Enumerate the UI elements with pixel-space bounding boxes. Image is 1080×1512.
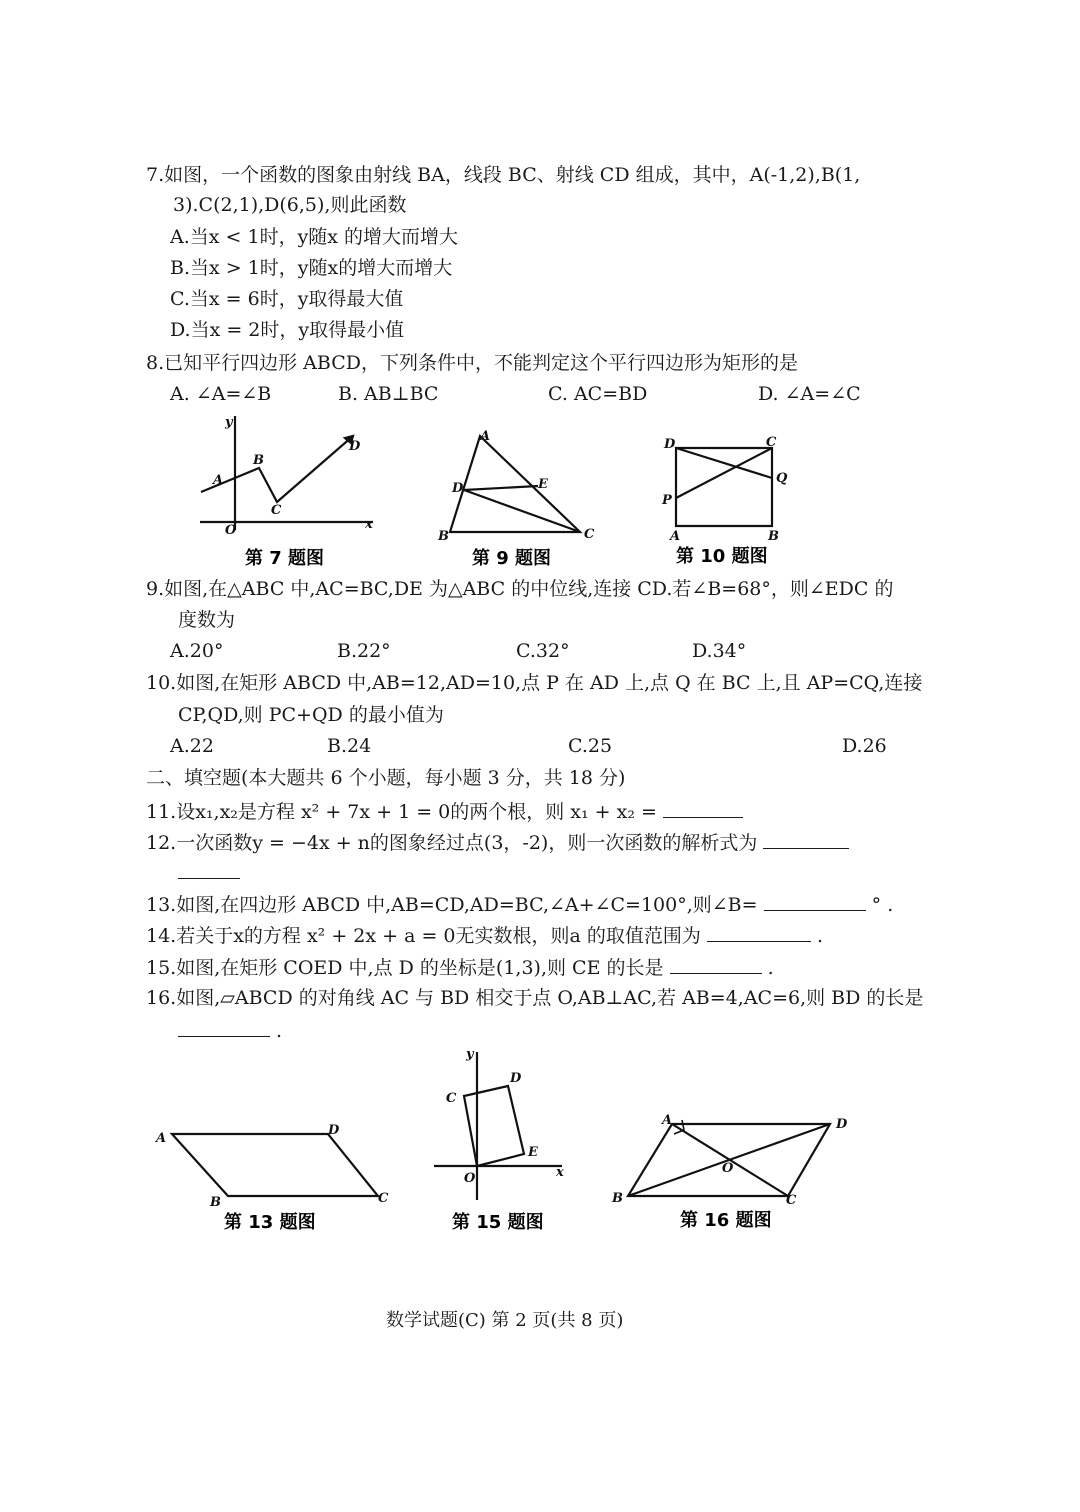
fig9-midline-de <box>464 486 538 490</box>
q16-tail: . <box>276 1020 283 1042</box>
q8-option-c: C. AC=BD <box>548 383 648 405</box>
fig16-label-c: C <box>786 1193 797 1208</box>
fig9-triangle <box>450 436 580 532</box>
q8-stem: 8.已知平行四边形 ABCD，下列条件中，不能判定这个平行四边形为矩形的是 <box>146 352 798 374</box>
fig9-segment-dc <box>464 490 580 532</box>
fig10-label-c: C <box>766 435 777 450</box>
figure-16 <box>608 1108 858 1240</box>
q8-option-b: B. AB⊥BC <box>338 383 439 405</box>
q16-answer-blank[interactable] <box>178 1016 270 1037</box>
fig16-diagonal-bd <box>628 1124 830 1196</box>
fig10-label-q: Q <box>776 471 788 486</box>
figure-10 <box>656 428 806 572</box>
fig13-label-c: C <box>378 1191 389 1206</box>
fig9-label-e: E <box>538 477 548 492</box>
figure-7 <box>195 412 385 572</box>
q13 <box>146 890 893 918</box>
q10-option-c: C.25 <box>568 735 613 757</box>
q10-option-d: D.26 <box>842 735 887 757</box>
fig9-label-c: C <box>584 527 595 542</box>
q16-answer-line <box>178 1016 282 1044</box>
q14-text: 14.若关于x的方程 x² + 2x + a = 0无实数根，则a 的取值范围为 <box>146 925 701 947</box>
fig7-graph <box>201 436 353 502</box>
figure-9 <box>430 428 610 572</box>
fig16-caption: 第 16 题图 <box>680 1210 772 1231</box>
fig7-label-a: A <box>213 473 224 488</box>
q10-option-b: B.24 <box>327 735 372 757</box>
fig7-label-y: y <box>225 415 233 430</box>
fig15-caption: 第 15 题图 <box>452 1212 544 1233</box>
q11 <box>146 797 743 825</box>
fig10-rectangle <box>676 448 772 526</box>
q11-text: 11.设x₁,x₂是方程 x² + 7x + 1 = 0的两个根，则 x₁ + x₂ = <box>146 801 657 823</box>
fig10-label-p: P <box>662 493 672 508</box>
q9-line2: 度数为 <box>178 609 236 631</box>
fig13-caption: 第 13 题图 <box>224 1212 316 1233</box>
fig15-label-x: x <box>556 1165 564 1180</box>
fig15-label-y: y <box>466 1047 474 1062</box>
fig13-label-d: D <box>328 1123 340 1138</box>
q15-text: 15.如图,在矩形 COED 中,点 D 的坐标是(1,3),则 CE 的长是 <box>146 957 664 979</box>
q10-line2: CP,QD,则 PC+QD 的最小值为 <box>178 704 444 726</box>
fig15-label-c: C <box>446 1091 457 1106</box>
fig7-caption: 第 7 题图 <box>245 548 325 569</box>
q11-answer-blank[interactable] <box>663 797 743 818</box>
q12 <box>146 828 849 856</box>
fig10-caption: 第 10 题图 <box>676 546 768 567</box>
q9-line1: 9.如图,在△ABC 中,AC=BC,DE 为△ABC 的中位线,连接 CD.若∠B=68°，则∠EDC 的 <box>146 578 894 600</box>
fig15-label-d: D <box>510 1071 522 1086</box>
q7-line2: 3).C(2,1),D(6,5),则此函数 <box>173 194 407 216</box>
q10-line1: 10.如图,在矩形 ABCD 中,AB=12,AD=10,点 P 在 AD 上,点 Q 在 BC 上,且 AP=CQ,连接 <box>146 672 923 694</box>
fig16-label-a: A <box>662 1113 673 1128</box>
q7-option-d: D.当x = 2时，y取得最小值 <box>170 319 405 341</box>
page-footer: 数学试题(C) 第 2 页(共 8 页) <box>386 1310 624 1331</box>
q12-answer-blank[interactable] <box>763 828 849 849</box>
fig7-label-o: O <box>225 523 237 538</box>
q7-line1: 7.如图，一个函数的图象由射线 BA，线段 BC、射线 CD 组成，其中，A(-1,2),B(1, <box>146 164 861 186</box>
fig13-quadrilateral <box>172 1134 378 1196</box>
q7-option-a: A.当x < 1时，y随x 的增大而增大 <box>170 226 459 248</box>
q10-option-a: A.22 <box>170 735 214 757</box>
q8-option-d: D. ∠A=∠C <box>758 383 861 405</box>
q8-option-a: A. ∠A=∠B <box>170 383 272 405</box>
q9-option-c: C.32° <box>516 640 570 662</box>
q15-answer-blank[interactable] <box>670 953 762 974</box>
fig15-rectangle <box>464 1086 524 1166</box>
fig16-label-o: O <box>722 1161 734 1176</box>
q12-answer-blank-cont[interactable] <box>178 858 240 879</box>
fig7-label-d: D <box>349 439 361 454</box>
q15-tail: . <box>767 957 774 979</box>
q13-tail: ° . <box>871 894 894 916</box>
figure-13 <box>150 1120 400 1240</box>
fig10-label-d: D <box>664 437 676 452</box>
q15 <box>146 953 774 981</box>
fig7-label-c: C <box>271 503 282 518</box>
q14-tail: . <box>816 925 824 947</box>
fig9-label-a: A <box>480 429 491 444</box>
q7-option-b: B.当x > 1时，y随x的增大而增大 <box>170 257 453 279</box>
q9-option-d: D.34° <box>692 640 747 662</box>
q13-answer-blank[interactable] <box>764 890 866 911</box>
fig9-label-b: B <box>438 529 449 544</box>
fig16-label-b: B <box>612 1191 623 1206</box>
fig7-label-x: x <box>365 517 373 532</box>
q7-option-c: C.当x = 6时，y取得最大值 <box>170 288 404 310</box>
fig16-label-d: D <box>836 1117 848 1132</box>
fig7-label-b: B <box>253 453 264 468</box>
fig10-label-b: B <box>768 529 779 544</box>
q14-answer-blank[interactable] <box>707 921 811 942</box>
q12-continuation <box>178 858 240 886</box>
fig10-label-a: A <box>670 529 681 544</box>
q12-text: 12.一次函数y = −4x + n的图象经过点(3，-2)，则一次函数的解析式为 <box>146 832 758 854</box>
q9-option-b: B.22° <box>337 640 391 662</box>
figure-15 <box>430 1044 580 1240</box>
fig9-caption: 第 9 题图 <box>472 548 552 569</box>
q9-option-a: A.20° <box>170 640 224 662</box>
q14 <box>146 921 823 949</box>
fig15-label-o: O <box>464 1171 476 1186</box>
fig13-label-a: A <box>156 1131 167 1146</box>
q13-text: 13.如图,在四边形 ABCD 中,AB=CD,AD=BC,∠A+∠C=100°,则∠B= <box>146 894 758 916</box>
fig13-label-b: B <box>210 1195 221 1210</box>
q16-text: 16.如图,▱ABCD 的对角线 AC 与 BD 相交于点 O,AB⊥AC,若 AB=4,AC=6,则 BD 的长是 <box>146 987 924 1009</box>
section2-title: 二、填空题(本大题共 6 个小题，每小题 3 分，共 18 分) <box>146 767 626 789</box>
fig9-label-d: D <box>452 481 464 496</box>
fig15-label-e: E <box>528 1145 538 1160</box>
